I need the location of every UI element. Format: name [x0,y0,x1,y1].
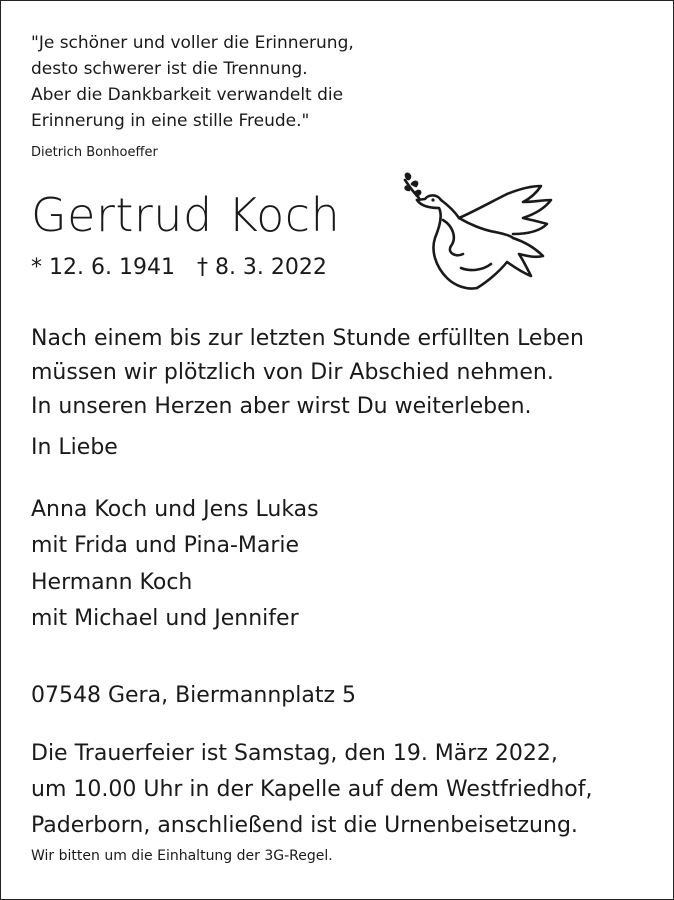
ceremony-line: um 10.00 Uhr in der Kapelle auf dem Westfriedhof, [31,777,593,802]
family-line: mit Frida und Pina-Marie [31,533,300,558]
quote-line: Aber die Dankbarkeit verwandelt die [31,85,344,105]
quote-line: Erinnerung in eine stille Freude." [31,111,310,131]
quote-author: Dietrich Bonhoeffer [31,145,158,160]
family-group [31,565,299,637]
closing-phrase: In Liebe [31,435,118,460]
message-line: In unseren Herzen aber wirst Du weiterleben. [31,394,532,419]
ceremony-note: Wir bitten um die Einhaltung der 3G-Regel. [31,848,333,864]
quote-line: "Je schöner und voller die Erinnerung, [31,33,354,53]
address: 07548 Gera, Biermannplatz 5 [31,683,356,708]
message-line: müssen wir plötzlich von Dir Abschied nehmen. [31,360,554,385]
quote [31,30,354,134]
quote-line: desto schwerer ist die Trennung. [31,59,308,79]
deceased-name: Gertrud Koch [31,188,341,242]
family-group [31,492,319,564]
family-line: mit Michael und Jennifer [31,606,299,631]
message-line: Nach einem bis zur letzten Stunde erfüllten Leben [31,326,584,351]
death-date: † 8. 3. 2022 [196,255,327,280]
family-line: Hermann Koch [31,570,193,595]
family-line: Anna Koch und Jens Lukas [31,497,319,522]
ceremony-info [31,736,593,844]
life-dates [31,253,327,283]
ceremony-line: Paderborn, anschließend ist die Urnenbeisetzung. [31,813,578,838]
birth-date: * 12. 6. 1941 [31,255,175,280]
dove-with-olive-branch-icon [395,172,555,302]
farewell-message [31,322,584,424]
ceremony-line: Die Trauerfeier ist Samstag, den 19. März 2022, [31,741,558,766]
